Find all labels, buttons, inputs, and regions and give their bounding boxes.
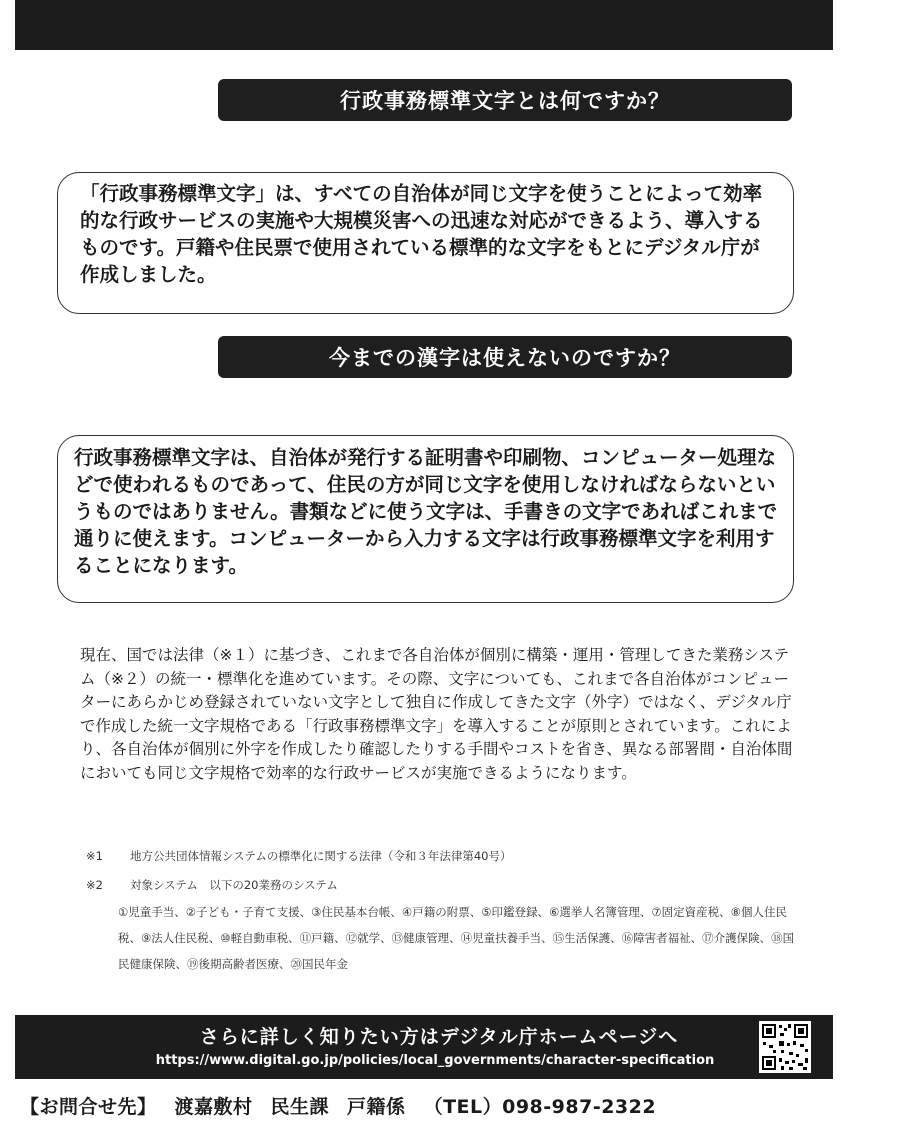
section1-body: 「行政事務標準文字」は、すべての自治体が同じ文字を使うことによって効率的な行政サービスの実施や大規模災害への迅速な対応ができるよう、導入するものです。戸籍や住民票で使用されている標準的な文字をもとにデジタル庁が作成しました。 [80,182,763,286]
footer-banner [15,1015,833,1079]
contact-info [20,1092,820,1119]
note1-mark: ※1 [86,849,103,863]
top-banner [15,0,833,50]
section1-heading: 行政事務標準文字とは何ですか？ [218,79,792,121]
contact-tel: （TEL）098-987-2322 [423,1096,657,1118]
contact-section: 戸籍係 [347,1096,406,1118]
footer-title: さらに詳しく知りたい方はデジタル庁ホームページへ [199,1026,679,1048]
section2-answer-box [57,435,794,603]
note1-text: 地方公共団体情報システムの標準化に関する法律（令和３年法律第40号） [130,849,512,863]
section2-body: 行政事務標準文字は、自治体が発行する証明書や印刷物、コンピューター処理などで使われるものであって、住民の方が同じ文字を使用しなければならないというものではありません。書類などに使う文字は、手書きの文字であればこれまで通りに使えます。コンピューターから入力する文字は行政事務標準文字を利用することになります。 [74,446,778,577]
footer-url-link[interactable]: https://www.digital.go.jp/policies/local_governments/character-specification [155,1053,715,1068]
note2-mark: ※2 [86,878,103,892]
explanation-paragraph: 現在、国では法律（※１）に基づき、これまで各自治体が個別に構築・運用・管理してきた業務システム（※２）の統一・標準化を進めています。その際、文字についても、これまで各自治体がコンピューターにあらかじめ登録されていない文字として独自に作成してきた文字（外字）ではなく、デジタル庁で作成した統一文字規格である「行政事務標準文字」を導入することが原則とされています。これにより、各自治体が個別に外字を作成したり確認したりする手間やコストを省き、異なる部署間・自治体間においても同じ文字規格で効率的な行政サービスが実施できるようになります。 [80,646,793,782]
contact-dept: 民生課 [270,1096,330,1118]
section1-answer-box [57,172,794,314]
qr-code-icon [759,1021,811,1073]
contact-org: 渡嘉敷村 [174,1096,253,1118]
note2-text: 対象システム 以下の20業務のシステム [130,878,338,892]
contact-label: 【お問合せ先】 [20,1096,157,1118]
note2-system-list: ①児童手当、②子ども・子育て支援、③住民基本台帳、④戸籍の附票、⑤印鑑登録、⑥選挙人名簿管理、⑦固定資産税、⑧個人住民税、⑨法人住民税、⑩軽自動車税、⑪戸籍、⑫就学、⑬健康管理、⑭児童扶養手当、⑮生活保護、⑯障害者福祉、⑰介護保険、⑱国民健康保険、⑲後期高齢者医療、⑳国民年金 [118,905,795,971]
section2-heading: 今までの漢字は使えないのですか？ [218,336,792,378]
